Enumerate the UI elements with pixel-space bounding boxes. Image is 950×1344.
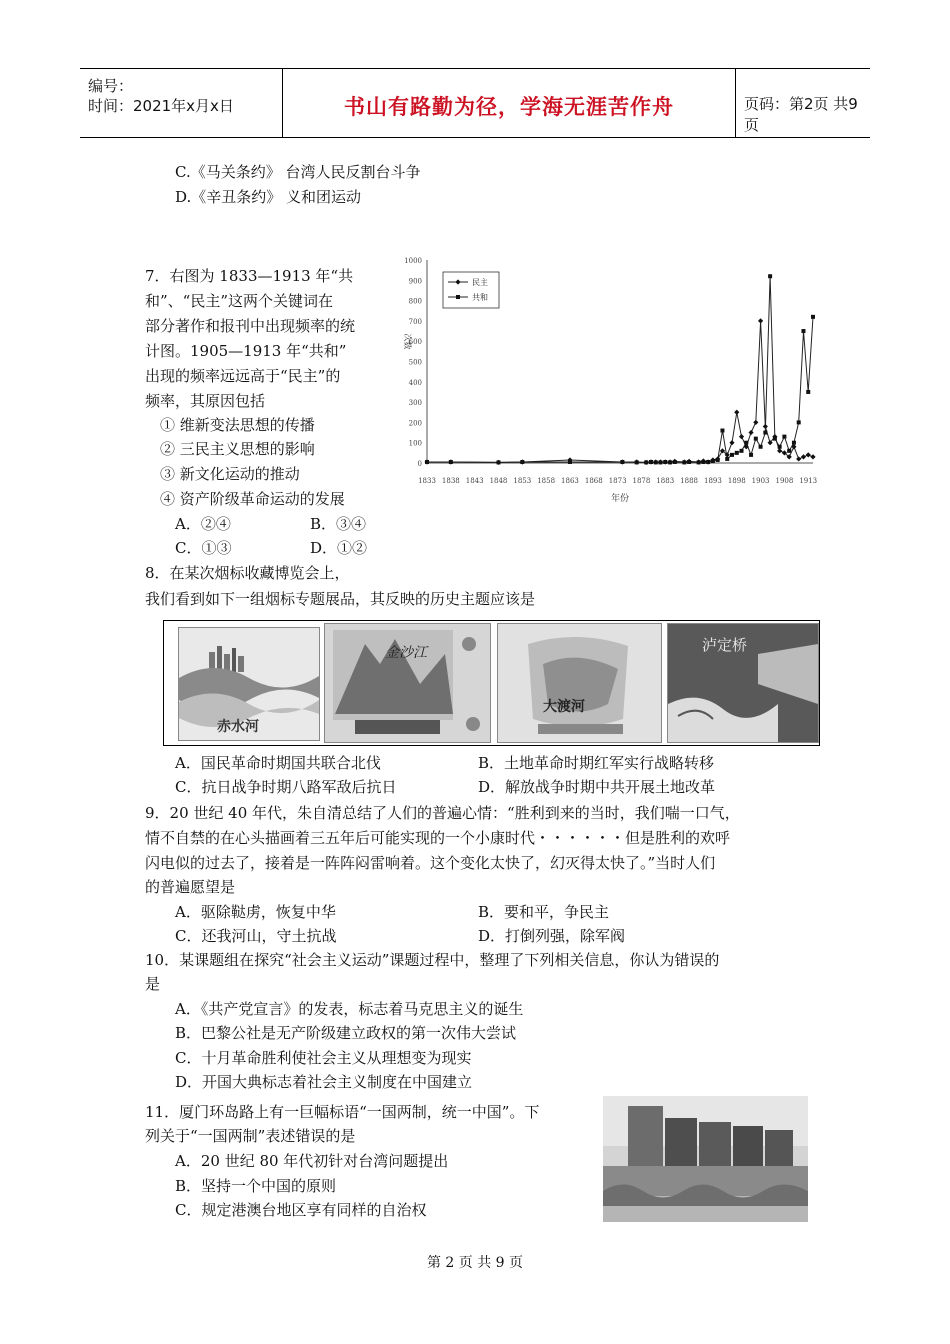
chart-point-gonghe [711, 459, 715, 463]
chart-point-gonghe [720, 429, 724, 433]
chart-point-minzhu [806, 452, 811, 457]
chart-x-tick-label: 1838 [441, 477, 460, 485]
q10-line-2: 是 [145, 975, 161, 993]
header-page [736, 69, 870, 137]
q7-stem-1: 7．右图为 1833—1913 年“共 [145, 267, 354, 285]
q8-option-a: A．国民革命时期国共联合北伐 [175, 754, 381, 772]
billboard-photo-illustration [603, 1096, 808, 1222]
chart-x-tick-label: 1858 [537, 477, 556, 485]
label-image-luding [667, 623, 819, 743]
chart-point-minzhu [777, 448, 782, 453]
chart-point-gonghe [768, 274, 772, 278]
q8-option-c: C．抗日战争时期八路军敌后抗日 [175, 778, 397, 796]
q10-option-a: A．《共产党宣言》的发表，标志着马克思主义的诞生 [175, 1000, 524, 1018]
chart-point-gonghe [740, 449, 744, 453]
q7-stem-2: 和”、“民主”这两个关键词在 [145, 292, 334, 310]
chart-point-minzhu [796, 456, 801, 461]
chart-y-tick-label: 500 [408, 358, 422, 367]
chart-point-gonghe [716, 458, 720, 462]
chart-x-tick-label: 1863 [561, 477, 579, 485]
chart-legend-box [443, 272, 499, 308]
chart-point-gonghe [635, 460, 639, 464]
q9-line-4: 的普遍愿望是 [145, 878, 236, 896]
chart-x-tick-label: 1853 [513, 477, 532, 485]
q8-option-d: D．解放战争时期中共开展土地改革 [478, 778, 716, 796]
chart-point-gonghe [663, 460, 667, 464]
q7-stem-5: 出现的频率远远高于“民主”的 [145, 367, 341, 385]
chart-point-gonghe [725, 457, 729, 461]
chart-y-tick-label: 800 [408, 297, 422, 306]
q11-option-c: C．规定港澳台地区享有同样的自治权 [175, 1201, 427, 1219]
q7-option-b: B．③④ [310, 515, 367, 533]
chart-point-gonghe [620, 460, 624, 464]
chart-x-tick-label: 1873 [608, 477, 627, 485]
chart-point-gonghe [644, 460, 648, 464]
q7-option-d: D．①② [310, 539, 368, 557]
chart-x-tick-label: 1893 [704, 477, 722, 485]
q9-line-2: 情不自禁的在心头描画着三五年后可能实现的一个小康时代・・・・・・但是胜利的欢呼 [145, 829, 731, 847]
chart-x-tick-label: 1913 [799, 477, 818, 485]
q10-option-c: C．十月革命胜利使社会主义从理想变为现实 [175, 1049, 472, 1067]
chart-point-gonghe [811, 315, 815, 319]
chart-y-label: 次数 [403, 333, 412, 350]
q7-item-2: ② 三民主义思想的影响 [160, 440, 315, 458]
q7-stem-3: 部分著作和报刊中出现频率的统 [145, 317, 356, 335]
chart-point-gonghe [773, 437, 777, 441]
chart-legend-marker-gonghe [456, 295, 460, 299]
label-text-jinsha: 金沙江 [385, 645, 427, 661]
chart-x-label: 年份 [610, 494, 630, 504]
chart-point-gonghe [782, 435, 786, 439]
label-text-chishui: 赤水河 [217, 719, 259, 735]
q7-stem-6: 频率，其原因包括 [145, 392, 266, 410]
q9-option-c: C．还我河山，守土抗战 [175, 927, 337, 945]
label-text-luding: 泸定桥 [702, 636, 748, 654]
chart-point-gonghe [730, 453, 734, 457]
q8-stem-2: 我们看到如下一组烟标专题展品，其反映的历史主题应该是 [145, 590, 536, 608]
chart-point-gonghe [668, 460, 672, 464]
chart-point-minzhu [734, 410, 739, 415]
q10-option-d: D．开国大典标志着社会主义制度在中国建立 [175, 1073, 473, 1091]
chart-point-gonghe [520, 460, 524, 464]
chart-point-gonghe [649, 460, 653, 464]
chart-point-gonghe [749, 453, 753, 457]
chart-point-minzhu [729, 440, 734, 445]
chart-point-gonghe [496, 460, 500, 464]
chart-point-gonghe [697, 460, 701, 464]
label-image-dadu [497, 623, 662, 743]
q9-option-b: B．要和平，争民主 [478, 903, 610, 921]
q10-option-b: B．巴黎公社是无产阶级建立政权的第一次伟大尝试 [175, 1024, 517, 1042]
chart-x-tick-label: 1878 [632, 477, 651, 485]
chart-point-gonghe [792, 441, 796, 445]
motto-text: 书山有路勤为径，学海无涯苦作舟 [344, 95, 674, 119]
q7-item-1: ① 维新变法思想的传播 [160, 416, 315, 434]
chart-point-gonghe [425, 460, 429, 464]
frequency-line-chart [395, 248, 820, 508]
chart-x-tick-label: 1848 [489, 477, 508, 485]
label-text-dadu: 大渡河 [543, 699, 585, 715]
chart-y-tick-label: 900 [408, 277, 422, 286]
chart-y-tick-label: 600 [408, 338, 422, 347]
chart-x-tick-label: 1833 [418, 477, 436, 485]
code-label: 编号： [88, 77, 134, 95]
chart-point-minzhu [801, 454, 806, 459]
q7-stem-4: 计图。1905—1913 年“共和” [145, 342, 347, 360]
chart-point-gonghe [654, 460, 658, 464]
chart-point-gonghe [449, 460, 453, 464]
q8-option-b: B．土地革命时期红军实行战略转移 [478, 754, 715, 772]
q10-line-1: 10．某课题组在探究“社会主义运动”课题过程中，整理了下列相关信息，你认为错误的 [145, 951, 720, 969]
chart-point-gonghe [682, 460, 686, 464]
page-label: 页码：第2页 共9页 [744, 95, 858, 134]
chart-point-gonghe [801, 329, 805, 333]
chart-y-tick-label: 1000 [404, 257, 422, 265]
chart-y-tick-label: 200 [408, 419, 422, 428]
chart-x-tick-label: 1843 [465, 477, 484, 485]
chart-x-tick-label: 1898 [727, 477, 746, 485]
chart-point-gonghe [744, 441, 748, 445]
q7-option-a: A．②④ [175, 515, 231, 533]
q9-line-3: 闪电似的过去了，接着是一阵阵闷雷响着。这个变化太快了，幻灭得太快了。”当时人们 [145, 854, 716, 872]
chart-y-tick-label: 100 [408, 439, 422, 448]
q11-option-b: B．坚持一个中国的原则 [175, 1177, 337, 1195]
chart-point-gonghe [763, 431, 767, 435]
chart-legend-label: 民主 [472, 278, 488, 287]
chart-y-tick-label: 700 [408, 317, 422, 326]
q7-item-4: ④ 资产阶级革命运动的发展 [160, 490, 345, 508]
chart-svg [395, 248, 820, 508]
page-footer: 第 2 页 共 9 页 [426, 1255, 524, 1271]
q7-item-3: ③ 新文化运动的推动 [160, 465, 300, 483]
chart-x-tick-label: 1888 [680, 477, 699, 485]
chart-x-tick-label: 1908 [775, 477, 794, 485]
chart-point-gonghe [659, 460, 663, 464]
q6-option-d: D.《辛丑条约》 义和团运动 [175, 188, 362, 206]
dadu-river-illustration [498, 624, 661, 742]
chart-point-gonghe [673, 460, 677, 464]
chart-point-gonghe [778, 445, 782, 449]
chart-point-gonghe [568, 460, 572, 464]
chart-point-gonghe [759, 445, 763, 449]
chart-y-tick-label: 400 [408, 378, 422, 387]
time-label: 时间：2021年x月x日 [88, 97, 234, 115]
chart-point-minzhu [758, 318, 763, 323]
chart-point-gonghe [735, 451, 739, 455]
q9-option-a: A．驱除鞑虏，恢复中华 [175, 903, 336, 921]
label-image-jinsha [324, 623, 491, 743]
chart-point-gonghe [787, 449, 791, 453]
chart-x-tick-label: 1868 [584, 477, 603, 485]
q9-line-1: 9．20 世纪 40 年代，朱自清总结了人们的普遍心情：“胜利到来的当时，我们喘一口气， [145, 804, 740, 822]
chart-point-gonghe [687, 460, 691, 464]
label-image-chishui [178, 627, 320, 741]
q11-line-1: 11．厦门环岛路上有一巨幅标语“一国两制，统一中国”。下 [145, 1103, 540, 1121]
chart-point-minzhu [763, 424, 768, 429]
chart-point-gonghe [701, 460, 705, 464]
chart-y-tick-label: 0 [417, 460, 422, 468]
chart-y-tick-label: 300 [408, 399, 422, 408]
q7-option-c: C．①③ [175, 539, 232, 557]
chart-point-minzhu [748, 430, 753, 435]
chart-point-minzhu [739, 434, 744, 439]
chart-x-tick-label: 1883 [656, 477, 675, 485]
chart-x-tick-label: 1903 [751, 477, 770, 485]
page-header [80, 68, 870, 138]
chart-point-gonghe [754, 437, 758, 441]
chart-point-gonghe [806, 390, 810, 394]
q6-option-c: C.《马关条约》 台湾人民反割台斗争 [175, 163, 421, 181]
q9-option-d: D．打倒列强，除军阀 [478, 927, 626, 945]
header-meta [80, 69, 283, 137]
chart-legend-label: 共和 [472, 293, 488, 302]
chart-point-minzhu [810, 454, 815, 459]
slogan-billboard-photo [603, 1096, 808, 1222]
chart-point-gonghe [797, 420, 801, 424]
header-motto [283, 69, 736, 137]
chart-point-minzhu [753, 420, 758, 425]
chart-point-gonghe [706, 460, 710, 464]
q11-option-a: A．20 世纪 80 年代初针对台湾问题提出 [175, 1152, 449, 1170]
q11-line-2: 列关于“一国两制”表述错误的是 [145, 1127, 356, 1145]
q8-stem-1: 8．在某次烟标收藏博览会上， [145, 564, 350, 582]
cigarette-label-strip [163, 620, 820, 746]
